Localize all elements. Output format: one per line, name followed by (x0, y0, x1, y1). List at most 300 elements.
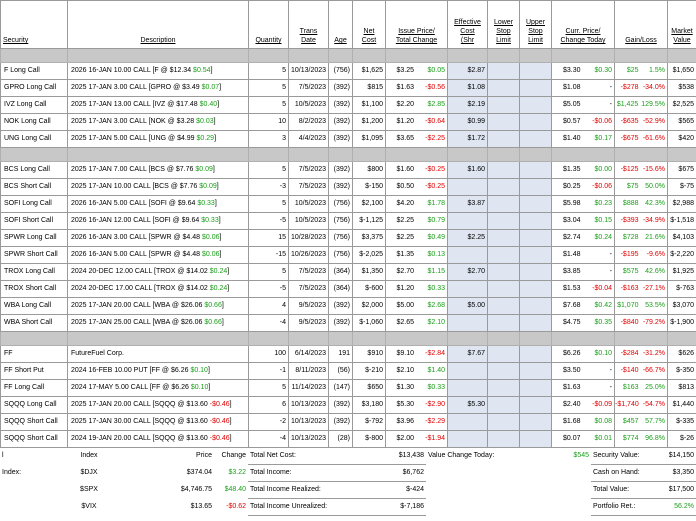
trans-date-cell[interactable]: 10/5/2023 (289, 213, 329, 230)
net-cost-cell[interactable]: $3,180 (353, 397, 386, 414)
market-value-cell[interactable]: $420 (668, 131, 696, 148)
upper-stop-cell[interactable] (520, 230, 552, 247)
market-value-cell[interactable]: $675 (668, 162, 696, 179)
gain-loss-cell[interactable] (615, 298, 668, 315)
effective-cost-cell[interactable]: $5.30 (448, 397, 488, 414)
lower-stop-cell[interactable] (488, 414, 520, 431)
net-cost-cell[interactable]: $1,200 (353, 114, 386, 131)
lower-stop-cell[interactable] (488, 97, 520, 114)
curr-price-cell[interactable] (552, 247, 615, 264)
net-cost-cell[interactable]: $3,375 (353, 230, 386, 247)
col-net-cost[interactable]: Net Cost (353, 1, 386, 49)
description-cell[interactable] (68, 230, 249, 247)
lower-stop-cell[interactable] (488, 264, 520, 281)
age-cell[interactable]: (392) (329, 298, 353, 315)
col-age[interactable]: Age (329, 1, 353, 49)
upper-stop-cell[interactable] (520, 247, 552, 264)
market-value-cell[interactable]: $-26 (668, 431, 696, 448)
effective-cost-cell[interactable] (448, 213, 488, 230)
curr-price-cell[interactable] (552, 414, 615, 431)
description-cell[interactable] (68, 346, 249, 363)
col-market-value[interactable]: Market Value (668, 1, 696, 49)
col-quantity[interactable]: Quantity (249, 1, 289, 49)
market-value-cell[interactable]: $-350 (668, 363, 696, 380)
effective-cost-cell[interactable]: $1.72 (448, 131, 488, 148)
lower-stop-cell[interactable] (488, 114, 520, 131)
upper-stop-cell[interactable] (520, 281, 552, 298)
trans-date-cell[interactable]: 8/2/2023 (289, 114, 329, 131)
trans-date-cell[interactable]: 10/26/2023 (289, 247, 329, 264)
issue-price-cell[interactable] (386, 80, 448, 97)
security-cell[interactable]: BCS Long Call (1, 162, 68, 179)
curr-price-cell[interactable] (552, 196, 615, 213)
effective-cost-cell[interactable] (448, 380, 488, 397)
description-cell[interactable] (68, 281, 249, 298)
net-cost-cell[interactable]: $650 (353, 380, 386, 397)
market-value-cell[interactable]: $-335 (668, 414, 696, 431)
security-cell[interactable]: SOFI Long Call (1, 196, 68, 213)
age-cell[interactable]: (147) (329, 380, 353, 397)
quantity-cell[interactable]: 5 (249, 264, 289, 281)
security-cell[interactable]: WBA Long Call (1, 298, 68, 315)
quantity-cell[interactable]: 6 (249, 397, 289, 414)
issue-price-cell[interactable] (386, 247, 448, 264)
table-row[interactable] (1, 298, 696, 315)
age-cell[interactable]: (756) (329, 213, 353, 230)
quantity-cell[interactable]: 3 (249, 131, 289, 148)
gain-loss-cell[interactable] (615, 196, 668, 213)
issue-price-cell[interactable] (386, 213, 448, 230)
table-row[interactable] (1, 346, 696, 363)
col-security[interactable]: Security (1, 1, 68, 49)
table-row[interactable] (1, 213, 696, 230)
table-row[interactable] (1, 315, 696, 332)
description-cell[interactable] (68, 431, 249, 448)
trans-date-cell[interactable]: 9/5/2023 (289, 298, 329, 315)
lower-stop-cell[interactable] (488, 431, 520, 448)
trans-date-cell[interactable]: 11/14/2023 (289, 380, 329, 397)
description-cell[interactable] (68, 264, 249, 281)
security-cell[interactable]: SQQQ Short Call (1, 431, 68, 448)
description-cell[interactable] (68, 380, 249, 397)
gain-loss-cell[interactable] (615, 346, 668, 363)
quantity-cell[interactable]: -15 (249, 247, 289, 264)
table-row[interactable] (1, 63, 696, 80)
effective-cost-cell[interactable]: $5.00 (448, 298, 488, 315)
curr-price-cell[interactable] (552, 179, 615, 196)
issue-price-cell[interactable] (386, 346, 448, 363)
quantity-cell[interactable]: 5 (249, 80, 289, 97)
upper-stop-cell[interactable] (520, 397, 552, 414)
quantity-cell[interactable]: 4 (249, 298, 289, 315)
market-value-cell[interactable]: $565 (668, 114, 696, 131)
market-value-cell[interactable]: $-1,518 (668, 213, 696, 230)
quantity-cell[interactable]: 10 (249, 114, 289, 131)
description-cell[interactable] (68, 80, 249, 97)
lower-stop-cell[interactable] (488, 380, 520, 397)
upper-stop-cell[interactable] (520, 196, 552, 213)
effective-cost-cell[interactable] (448, 247, 488, 264)
quantity-cell[interactable]: -2 (249, 414, 289, 431)
security-cell[interactable]: WBA Short Call (1, 315, 68, 332)
upper-stop-cell[interactable] (520, 80, 552, 97)
age-cell[interactable]: (392) (329, 315, 353, 332)
description-cell[interactable] (68, 315, 249, 332)
table-row[interactable] (1, 380, 696, 397)
description-cell[interactable] (68, 213, 249, 230)
lower-stop-cell[interactable] (488, 162, 520, 179)
market-value-cell[interactable]: $-763 (668, 281, 696, 298)
effective-cost-cell[interactable]: $2.25 (448, 230, 488, 247)
age-cell[interactable]: (392) (329, 114, 353, 131)
security-cell[interactable]: SQQQ Short Call (1, 414, 68, 431)
age-cell[interactable]: (28) (329, 431, 353, 448)
col-description[interactable]: Description (68, 1, 249, 49)
description-cell[interactable] (68, 63, 249, 80)
market-value-cell[interactable]: $1,650 (668, 63, 696, 80)
issue-price-cell[interactable] (386, 380, 448, 397)
net-cost-cell[interactable]: $-2,025 (353, 247, 386, 264)
upper-stop-cell[interactable] (520, 97, 552, 114)
effective-cost-cell[interactable]: $2.19 (448, 97, 488, 114)
trans-date-cell[interactable]: 7/5/2023 (289, 264, 329, 281)
age-cell[interactable]: (56) (329, 363, 353, 380)
net-cost-cell[interactable]: $-600 (353, 281, 386, 298)
security-cell[interactable]: TROX Short Call (1, 281, 68, 298)
table-row[interactable] (1, 414, 696, 431)
market-value-cell[interactable]: $626 (668, 346, 696, 363)
upper-stop-cell[interactable] (520, 414, 552, 431)
market-value-cell[interactable]: $3,070 (668, 298, 696, 315)
net-cost-cell[interactable]: $1,100 (353, 97, 386, 114)
quantity-cell[interactable]: -4 (249, 315, 289, 332)
issue-price-cell[interactable] (386, 131, 448, 148)
description-cell[interactable] (68, 298, 249, 315)
curr-price-cell[interactable] (552, 298, 615, 315)
gain-loss-cell[interactable] (615, 380, 668, 397)
lower-stop-cell[interactable] (488, 281, 520, 298)
lower-stop-cell[interactable] (488, 213, 520, 230)
effective-cost-cell[interactable] (448, 363, 488, 380)
age-cell[interactable]: (392) (329, 397, 353, 414)
issue-price-cell[interactable] (386, 431, 448, 448)
description-cell[interactable] (68, 179, 249, 196)
issue-price-cell[interactable] (386, 196, 448, 213)
upper-stop-cell[interactable] (520, 162, 552, 179)
description-cell[interactable] (68, 397, 249, 414)
issue-price-cell[interactable] (386, 63, 448, 80)
security-cell[interactable]: FF Long Call (1, 380, 68, 397)
col-effective-cost[interactable]: Effective Cost (Shr (448, 1, 488, 49)
quantity-cell[interactable]: 100 (249, 346, 289, 363)
table-row[interactable] (1, 131, 696, 148)
market-value-cell[interactable]: $2,988 (668, 196, 696, 213)
table-row[interactable] (1, 196, 696, 213)
effective-cost-cell[interactable]: $7.67 (448, 346, 488, 363)
net-cost-cell[interactable]: $-210 (353, 363, 386, 380)
upper-stop-cell[interactable] (520, 264, 552, 281)
age-cell[interactable]: (392) (329, 80, 353, 97)
effective-cost-cell[interactable] (448, 431, 488, 448)
net-cost-cell[interactable]: $-800 (353, 431, 386, 448)
security-cell[interactable]: UNG Long Call (1, 131, 68, 148)
trans-date-cell[interactable]: 9/5/2023 (289, 315, 329, 332)
effective-cost-cell[interactable] (448, 315, 488, 332)
market-value-cell[interactable]: $813 (668, 380, 696, 397)
lower-stop-cell[interactable] (488, 315, 520, 332)
age-cell[interactable]: (392) (329, 179, 353, 196)
net-cost-cell[interactable]: $815 (353, 80, 386, 97)
quantity-cell[interactable]: -4 (249, 431, 289, 448)
effective-cost-cell[interactable]: $0.99 (448, 114, 488, 131)
lower-stop-cell[interactable] (488, 346, 520, 363)
gain-loss-cell[interactable] (615, 431, 668, 448)
gain-loss-cell[interactable] (615, 63, 668, 80)
gain-loss-cell[interactable] (615, 162, 668, 179)
gain-loss-cell[interactable] (615, 247, 668, 264)
curr-price-cell[interactable] (552, 363, 615, 380)
market-value-cell[interactable]: $538 (668, 80, 696, 97)
table-row[interactable] (1, 230, 696, 247)
table-row[interactable] (1, 162, 696, 179)
gain-loss-cell[interactable] (615, 179, 668, 196)
security-cell[interactable]: IVZ Long Call (1, 97, 68, 114)
security-cell[interactable]: NOK Long Call (1, 114, 68, 131)
upper-stop-cell[interactable] (520, 363, 552, 380)
issue-price-cell[interactable] (386, 414, 448, 431)
description-cell[interactable] (68, 97, 249, 114)
net-cost-cell[interactable]: $910 (353, 346, 386, 363)
net-cost-cell[interactable]: $800 (353, 162, 386, 179)
trans-date-cell[interactable]: 10/13/2023 (289, 414, 329, 431)
issue-price-cell[interactable] (386, 363, 448, 380)
quantity-cell[interactable]: 5 (249, 380, 289, 397)
curr-price-cell[interactable] (552, 97, 615, 114)
upper-stop-cell[interactable] (520, 431, 552, 448)
upper-stop-cell[interactable] (520, 63, 552, 80)
issue-price-cell[interactable] (386, 397, 448, 414)
trans-date-cell[interactable]: 7/5/2023 (289, 179, 329, 196)
quantity-cell[interactable]: 5 (249, 63, 289, 80)
curr-price-cell[interactable] (552, 80, 615, 97)
table-row[interactable] (1, 397, 696, 414)
curr-price-cell[interactable] (552, 315, 615, 332)
col-gain-loss[interactable]: Gain/Loss (615, 1, 668, 49)
effective-cost-cell[interactable]: $1.60 (448, 162, 488, 179)
description-cell[interactable] (68, 414, 249, 431)
lower-stop-cell[interactable] (488, 397, 520, 414)
table-row[interactable] (1, 114, 696, 131)
security-cell[interactable]: SPWR Long Call (1, 230, 68, 247)
market-value-cell[interactable]: $1,440 (668, 397, 696, 414)
trans-date-cell[interactable]: 7/5/2023 (289, 162, 329, 179)
effective-cost-cell[interactable] (448, 414, 488, 431)
gain-loss-cell[interactable] (615, 397, 668, 414)
security-cell[interactable]: SOFI Short Call (1, 213, 68, 230)
curr-price-cell[interactable] (552, 397, 615, 414)
lower-stop-cell[interactable] (488, 247, 520, 264)
issue-price-cell[interactable] (386, 162, 448, 179)
upper-stop-cell[interactable] (520, 179, 552, 196)
security-cell[interactable]: BCS Short Call (1, 179, 68, 196)
issue-price-cell[interactable] (386, 114, 448, 131)
lower-stop-cell[interactable] (488, 363, 520, 380)
gain-loss-cell[interactable] (615, 80, 668, 97)
security-cell[interactable]: TROX Long Call (1, 264, 68, 281)
issue-price-cell[interactable] (386, 315, 448, 332)
net-cost-cell[interactable]: $1,350 (353, 264, 386, 281)
curr-price-cell[interactable] (552, 162, 615, 179)
col-upper-stop[interactable]: Upper Stop Limit (520, 1, 552, 49)
description-cell[interactable] (68, 131, 249, 148)
table-row[interactable] (1, 281, 696, 298)
net-cost-cell[interactable]: $-792 (353, 414, 386, 431)
table-row[interactable] (1, 247, 696, 264)
market-value-cell[interactable]: $-2,220 (668, 247, 696, 264)
effective-cost-cell[interactable] (448, 179, 488, 196)
effective-cost-cell[interactable]: $2.87 (448, 63, 488, 80)
age-cell[interactable]: (756) (329, 247, 353, 264)
quantity-cell[interactable]: 5 (249, 162, 289, 179)
lower-stop-cell[interactable] (488, 298, 520, 315)
col-trans-date[interactable]: Trans Date (289, 1, 329, 49)
trans-date-cell[interactable]: 6/14/2023 (289, 346, 329, 363)
age-cell[interactable]: (756) (329, 63, 353, 80)
security-cell[interactable]: GPRO Long Call (1, 80, 68, 97)
gain-loss-cell[interactable] (615, 281, 668, 298)
quantity-cell[interactable]: -5 (249, 213, 289, 230)
age-cell[interactable]: (756) (329, 196, 353, 213)
issue-price-cell[interactable] (386, 264, 448, 281)
trans-date-cell[interactable]: 4/4/2023 (289, 131, 329, 148)
gain-loss-cell[interactable] (615, 213, 668, 230)
col-issue-price[interactable]: Issue Price/ Total Change (386, 1, 448, 49)
market-value-cell[interactable]: $2,525 (668, 97, 696, 114)
trans-date-cell[interactable]: 10/5/2023 (289, 97, 329, 114)
curr-price-cell[interactable] (552, 131, 615, 148)
market-value-cell[interactable]: $1,925 (668, 264, 696, 281)
curr-price-cell[interactable] (552, 264, 615, 281)
quantity-cell[interactable]: -3 (249, 179, 289, 196)
net-cost-cell[interactable]: $1,095 (353, 131, 386, 148)
issue-price-cell[interactable] (386, 179, 448, 196)
quantity-cell[interactable]: 5 (249, 97, 289, 114)
col-curr-price[interactable]: Curr. Price/ Change Today (552, 1, 615, 49)
upper-stop-cell[interactable] (520, 380, 552, 397)
trans-date-cell[interactable]: 10/5/2023 (289, 196, 329, 213)
issue-price-cell[interactable] (386, 230, 448, 247)
quantity-cell[interactable]: -1 (249, 363, 289, 380)
effective-cost-cell[interactable]: $1.08 (448, 80, 488, 97)
issue-price-cell[interactable] (386, 97, 448, 114)
net-cost-cell[interactable]: $-150 (353, 179, 386, 196)
net-cost-cell[interactable]: $-1,125 (353, 213, 386, 230)
gain-loss-cell[interactable] (615, 414, 668, 431)
table-row[interactable] (1, 264, 696, 281)
description-cell[interactable] (68, 363, 249, 380)
lower-stop-cell[interactable] (488, 179, 520, 196)
gain-loss-cell[interactable] (615, 97, 668, 114)
gain-loss-cell[interactable] (615, 264, 668, 281)
age-cell[interactable]: (756) (329, 230, 353, 247)
effective-cost-cell[interactable]: $3.87 (448, 196, 488, 213)
upper-stop-cell[interactable] (520, 298, 552, 315)
quantity-cell[interactable]: 5 (249, 196, 289, 213)
age-cell[interactable]: (364) (329, 264, 353, 281)
trans-date-cell[interactable]: 10/13/2023 (289, 63, 329, 80)
net-cost-cell[interactable]: $-1,060 (353, 315, 386, 332)
lower-stop-cell[interactable] (488, 131, 520, 148)
lower-stop-cell[interactable] (488, 63, 520, 80)
quantity-cell[interactable]: -5 (249, 281, 289, 298)
upper-stop-cell[interactable] (520, 346, 552, 363)
issue-price-cell[interactable] (386, 298, 448, 315)
lower-stop-cell[interactable] (488, 80, 520, 97)
trans-date-cell[interactable]: 10/28/2023 (289, 230, 329, 247)
curr-price-cell[interactable] (552, 431, 615, 448)
description-cell[interactable] (68, 247, 249, 264)
curr-price-cell[interactable] (552, 346, 615, 363)
curr-price-cell[interactable] (552, 114, 615, 131)
net-cost-cell[interactable]: $2,000 (353, 298, 386, 315)
curr-price-cell[interactable] (552, 213, 615, 230)
curr-price-cell[interactable] (552, 380, 615, 397)
col-lower-stop[interactable]: Lower Stop Limit (488, 1, 520, 49)
description-cell[interactable] (68, 114, 249, 131)
trans-date-cell[interactable]: 8/11/2023 (289, 363, 329, 380)
market-value-cell[interactable]: $4,103 (668, 230, 696, 247)
lower-stop-cell[interactable] (488, 196, 520, 213)
age-cell[interactable]: (392) (329, 162, 353, 179)
effective-cost-cell[interactable] (448, 281, 488, 298)
security-cell[interactable]: SPWR Short Call (1, 247, 68, 264)
curr-price-cell[interactable] (552, 230, 615, 247)
table-row[interactable] (1, 179, 696, 196)
effective-cost-cell[interactable]: $2.70 (448, 264, 488, 281)
upper-stop-cell[interactable] (520, 114, 552, 131)
age-cell[interactable]: 191 (329, 346, 353, 363)
gain-loss-cell[interactable] (615, 230, 668, 247)
trans-date-cell[interactable]: 7/5/2023 (289, 80, 329, 97)
description-cell[interactable] (68, 162, 249, 179)
trans-date-cell[interactable]: 7/5/2023 (289, 281, 329, 298)
market-value-cell[interactable]: $-75 (668, 179, 696, 196)
market-value-cell[interactable]: $-1,900 (668, 315, 696, 332)
security-cell[interactable]: SQQQ Long Call (1, 397, 68, 414)
quantity-cell[interactable]: 15 (249, 230, 289, 247)
security-cell[interactable]: F Long Call (1, 63, 68, 80)
lower-stop-cell[interactable] (488, 230, 520, 247)
upper-stop-cell[interactable] (520, 315, 552, 332)
net-cost-cell[interactable]: $2,100 (353, 196, 386, 213)
gain-loss-cell[interactable] (615, 363, 668, 380)
upper-stop-cell[interactable] (520, 213, 552, 230)
table-row[interactable] (1, 80, 696, 97)
net-cost-cell[interactable]: $1,625 (353, 63, 386, 80)
trans-date-cell[interactable]: 10/13/2023 (289, 397, 329, 414)
gain-loss-cell[interactable] (615, 131, 668, 148)
age-cell[interactable]: (392) (329, 414, 353, 431)
curr-price-cell[interactable] (552, 63, 615, 80)
age-cell[interactable]: (392) (329, 97, 353, 114)
issue-price-cell[interactable] (386, 281, 448, 298)
security-cell[interactable]: FF (1, 346, 68, 363)
security-cell[interactable]: FF Short Put (1, 363, 68, 380)
gain-loss-cell[interactable] (615, 315, 668, 332)
description-cell[interactable] (68, 196, 249, 213)
trans-date-cell[interactable]: 10/13/2023 (289, 431, 329, 448)
table-row[interactable] (1, 97, 696, 114)
